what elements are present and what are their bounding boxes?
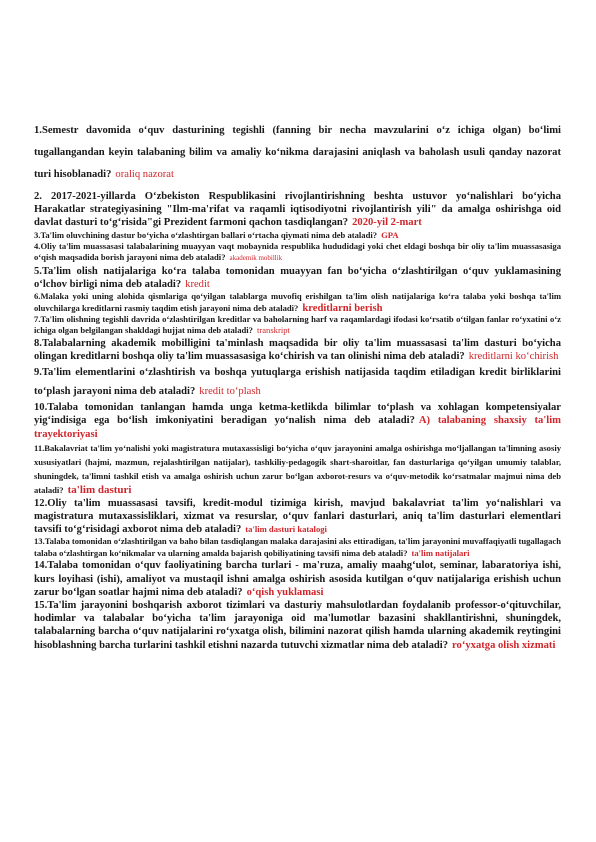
question-text: 2. 2017-2021-yillarda O‘zbekiston Respublikasini rivojlantirishning beshta ustuvor yo‘nalishlari bo‘yicha Harakatlar strategiyasining "Ilm-ma'rifat va raqamli iqtisodiyotni rivojlantirish yili" da amalga oshirishga oid davlat dasturi to‘g‘risida"gi Prezident farmoni qachon tasdiqlangan? — [34, 191, 561, 229]
question-14 — [34, 559, 561, 599]
answer: ta'lim dasturi — [67, 483, 132, 496]
question-2 — [34, 190, 561, 230]
answer: kredit to‘plash — [199, 386, 261, 398]
question-text: 8.Talabalarning akademik mobilligini ta'minlash maqsadida bir oliy ta'lim muassasasi ta'lim dasturi bo‘yicha olingan kreditlarni boshqa oliy ta'lim muassasasiga ko‘chirish va tan olinishi nima deb ataladi? — [34, 337, 561, 363]
question-5 — [34, 265, 561, 291]
question-4 — [34, 241, 561, 265]
question-text: 13.Talaba tomonidan o‘zlashtirilgan va baho bilan tasdiqlangan malaka darajasini aks ettiradigan, ta'lim jarayonini muvaffaqiyatli tugallagach talaba o‘zlashtirgan ko‘nikmalar va ularning amalda bajarish qobiliyatining tavsifi nima deb ataladi? — [34, 536, 561, 558]
question-text: 14.Talaba tomonidan o‘quv faoliyatining barcha turlari - ma'ruza, amaliy maahg‘ulot, seminar, labaratoriya ishi, kurs loyihasi (ishi), amaliyot va mustaqil ishni amalga oshirish asosida kutilgan o‘quv natijalariga erishish uchun zarur bo‘lgan soatlar hajmi nima deb ataladi? — [34, 560, 561, 598]
question-3 — [34, 230, 561, 241]
answer: ta'lim dasturi katalogi — [245, 524, 327, 535]
question-text: 11.Bakalavriat ta'lim yo‘nalishi yoki magistratura mutaxassisligi bo‘yicha o‘quv jarayonini amalga oshirishga mo‘ljallangan ta'limning asosiy xususiyatlari (hajmi, mazmun, rejalashtirilgan natijalar), tashkiliy-pedagogik shart-sharoitlar, fan dasturlariga qo‘yilgan umumiy talablar, shuningdek, ta'limni tashkil etish va amalga oshirish uchun zarur bo‘lgan axborot-resurs va o‘quv-metodik ko‘rsatmalar majmui nima deb ataladi? — [34, 442, 561, 495]
answer: A) talabaning shaxsiy ta'lim trayektoriyasi — [34, 415, 562, 440]
question-7 — [34, 314, 561, 337]
answer: kreditlarni berish — [302, 302, 383, 314]
answer: kredit — [185, 279, 210, 291]
answer: GPA — [381, 229, 399, 240]
question-13 — [34, 536, 561, 559]
question-8 — [34, 337, 561, 363]
question-text: 10.Talaba tomonidan tanlangan hamda unga ketma-ketlikda bilimlar to‘plash va xohlagan kompetensiyalar yig‘indisiga ega bo‘lish imkoniyatini beradigan yo‘nalish nima deb ataladi? — [34, 402, 561, 427]
question-text: 15.Ta'lim jarayonini boshqarish axborot tizimlari va dasturiy mahsulotlardan foydalanib professor-o‘qituvchilar, hodimlar va talabalar bo‘yicha ta'lim jarayoniga oid ma'lumotlar bazasini shakllantirishni, shuningdek, talabalarning barcha o‘quv natijalarini ro‘yxatga olish, bilimini nazorat qilish hamda ularning akademik reytingini hisoblashning barcha turlarini tashkil etishni nazarda tutuvchi xizmatlar nima deb ataladi? — [34, 599, 561, 651]
question-12 — [34, 497, 561, 537]
question-1 — [34, 120, 561, 186]
question-9 — [34, 363, 561, 401]
question-10 — [34, 401, 561, 441]
answer: o‘qish yuklamasi — [246, 586, 324, 598]
question-text: 6.Malaka yoki uning alohida qismlariga qo‘yilgan talablarga muvofiq erishilgan ta'lim olish natijalariga ko‘ra talaba yoki boshqa ta'lim oluvchilarga kreditlarni rasmiy taqdim etish jarayoni nima deb ataladi? — [34, 291, 561, 313]
answer: transkript — [256, 325, 290, 336]
answer: ro‘yxatga olish xizmati — [452, 639, 556, 651]
question-text: 12.Oliy ta'lim muassasasi tavsifi, kredit-modul tizimiga kirish, mavjud bakalavriat ta'lim yo‘nalishlari va magistratura mutaxassisliklari, xizmat va resurslar, o‘quv fanlari dasturlari, aniq ta'lim dasturlari elementlari tavsifi to‘g‘risidagi axborot nima deb ataladi? — [34, 497, 561, 536]
question-text: 4.Oliy ta'lim muassasasi talabalarining muayyan vaqt mobaynida respublika hududidagi yoki chet eldagi boshqa bir oliy ta'lim muassasasiga o‘qish maqsadida borish jarayoni nima deb ataladi? — [34, 241, 561, 263]
question-text: 1.Semestr davomida o‘quv dasturining tegishli (fanning bir necha mavzularini o‘z ichiga olgan) bo‘limi tugallangandan keyin talabaning bilim va amaliy ko‘nikma darajasini aniqlash va baholash usuli qanday nazorat turi hisoblanadi? — [34, 125, 561, 180]
question-text: 5.Ta'lim olish natijalariga ko‘ra talaba tomonidan muayyan fan bo‘yicha o‘zlashtirilgan o‘quv yuklamasining o‘lchov birligi nima deb ataladi? — [34, 265, 561, 291]
question-text: 3.Ta'lim oluvchining dastur bo‘yicha o‘zlashtirgan ballari o‘rtacha qiymati nima deb ataladi? — [34, 229, 378, 240]
answer: oraliq nazorat — [115, 169, 174, 180]
question-11 — [34, 441, 561, 497]
answer: akademik mobillik — [229, 254, 283, 263]
question-list — [34, 120, 561, 652]
answer: 2020-yil 2-mart — [352, 217, 422, 229]
question-text: 9.Ta'lim elementlarini o‘zlashtirish va boshqa yutuqlarga erishish natijasida taqdim etiladigan kredit birliklarini to‘plash jarayoni nima deb ataladi? — [34, 367, 561, 398]
question-text: 7.Ta'lim olishning tegishli davrida o‘zlashtirilgan kreditlar va baholarning harf va raqamlardagi ifodasi ko‘rsatib o‘tilgan fanlar ro‘yxatini o‘z ichiga olgan belgilangan shakldagi hujjat nima deb ataladi? — [34, 314, 561, 336]
question-15 — [34, 599, 561, 652]
question-6 — [34, 291, 561, 314]
answer: ta'lim natijalari — [411, 547, 470, 558]
answer: kreditlarni ko‘chirish — [468, 351, 559, 363]
